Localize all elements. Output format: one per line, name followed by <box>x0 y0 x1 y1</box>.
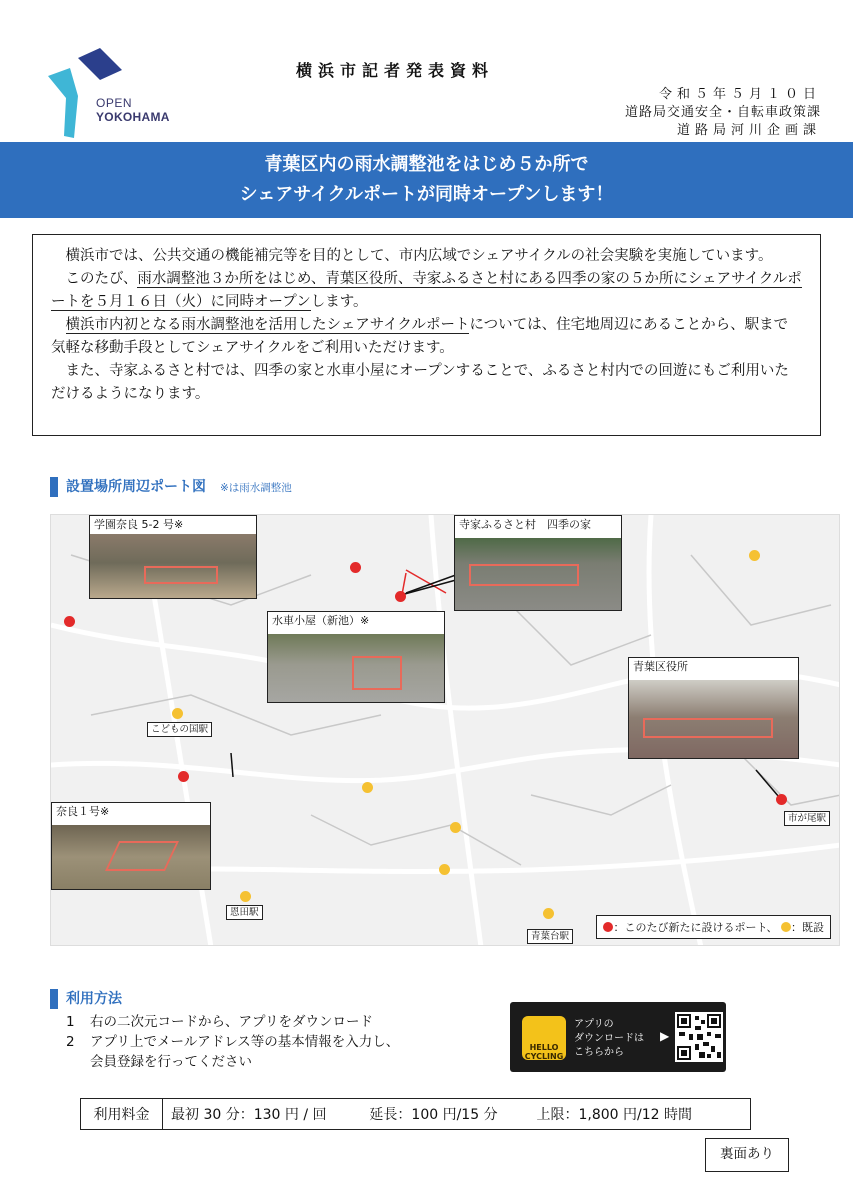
intro-p2-lead: このたび、 <box>65 271 138 287</box>
play-arrow-icon: ▶ <box>660 1029 670 1043</box>
hello-cycling-app-icon: HELLO CYCLING <box>522 1016 566 1060</box>
existing-port <box>543 908 554 919</box>
headline-line1: 青葉区内の雨水調整池をはじめ５か所で <box>264 154 589 175</box>
step-text: 右の二次元コードから、アプリをダウンロード <box>90 1014 373 1030</box>
usage-steps <box>66 1012 399 1072</box>
port-outline <box>469 564 579 586</box>
photo-caption: 奈良１号※ <box>52 803 210 821</box>
headline-banner <box>0 142 853 218</box>
new-port-nara1 <box>178 771 189 782</box>
release-date: 令和５年５月１０日 <box>658 87 821 102</box>
map-legend <box>596 915 831 939</box>
intro-box <box>32 234 821 436</box>
new-port-aoba <box>776 794 787 805</box>
intro-p2-tail: します。 <box>310 294 368 310</box>
new-port-suisha <box>395 591 406 602</box>
existing-port <box>362 782 373 793</box>
station-aobadai: 青葉台駅 <box>527 929 573 944</box>
map-section-note: ※は雨水調整池 <box>220 482 292 494</box>
usage-section-heading <box>50 988 122 1009</box>
photo-caption: 学園奈良 5-2 号※ <box>90 516 256 534</box>
logo-text <box>96 96 170 124</box>
usage-step-2 <box>66 1032 399 1052</box>
heading-bar <box>50 477 58 497</box>
step-text: アプリ上でメールアドレス等の基本情報を入力し、 <box>90 1034 400 1050</box>
existing-port <box>172 708 183 719</box>
app-download-text <box>574 1018 644 1060</box>
photo-jike-shiki <box>454 515 622 611</box>
existing-port <box>450 822 461 833</box>
headline-line2: シェアサイクルポートが同時オープンします！ <box>239 184 614 205</box>
intro-paragraph-3 <box>51 314 802 360</box>
app-text-line2: ダウンロードは <box>574 1033 644 1044</box>
new-port-gakuen <box>64 616 75 627</box>
port-outline <box>643 718 773 738</box>
dept-river: 道路局河川企画課 <box>676 123 821 138</box>
step-number: 2 <box>66 1034 75 1050</box>
legend-new-dot <box>603 922 613 932</box>
existing-port <box>439 864 450 875</box>
dept-traffic: 道路局交通安全・自転車政策課 <box>624 105 821 120</box>
legend-existing-dot <box>781 922 791 932</box>
intro-p3-tail: については、住宅地周辺にあることから、駅まで気軽な移動手段としてシェアサイクルをご利用いただけます。 <box>51 317 789 356</box>
station-kodomonokuni: こどもの国駅 <box>147 722 212 737</box>
fee-first: 最初 30 分：130 円 / 回 <box>171 1107 327 1123</box>
reverse-side-note: 裏面あり <box>705 1138 789 1172</box>
fee-row <box>81 1099 751 1130</box>
existing-port <box>749 550 760 561</box>
intro-paragraph-2 <box>51 268 802 314</box>
intro-paragraph-4: また、寺家ふるさと村では、四季の家と水車小屋にオープンすることで、ふるさと村内での回遊にもご利用いただけるようになります。 <box>51 363 789 402</box>
port-outline <box>144 566 218 584</box>
step-text-continued: 会員登録を行ってください <box>90 1054 252 1070</box>
fee-limit: 上限：1,800 円/12 時間 <box>536 1107 692 1123</box>
step-number: 1 <box>66 1014 75 1030</box>
fee-table <box>80 1098 751 1130</box>
photo-caption: 青葉区役所 <box>629 658 798 676</box>
fee-details <box>163 1099 751 1130</box>
open-yokohama-logo <box>48 48 188 138</box>
qr-code[interactable] <box>675 1012 723 1062</box>
new-port-jike <box>350 562 361 573</box>
usage-step-1 <box>66 1012 399 1032</box>
app-text-line1: アプリの <box>574 1019 614 1030</box>
port-map <box>50 514 840 946</box>
legend-new-label: ：このたび新たに設けるポート、 <box>613 921 778 934</box>
intro-paragraph-1: 横浜市では、公共交通の機能補完等を目的として、市内広域でシェアサイクルの社会実験を実施しています。 <box>65 248 773 264</box>
photo-caption: 寺家ふるさと村 四季の家 <box>455 516 621 534</box>
heading-bar <box>50 989 58 1009</box>
station-ichigao: 市が尾駅 <box>784 811 830 826</box>
photo-gakuen-nara <box>89 515 257 599</box>
logo-line-open: OPEN <box>96 96 133 110</box>
photo-suisha <box>267 611 445 703</box>
logo-line-yokohama: YOKOHAMA <box>96 110 170 124</box>
fee-extension: 延長：100 円/15 分 <box>369 1107 498 1123</box>
photo-aoba-ward-office <box>628 657 799 759</box>
press-release-title: 横浜市記者発表資料 <box>296 61 495 80</box>
intro-p2-underlined: 雨水調整池３か所をはじめ、青葉区役所、寺家ふるさと村にある四季の家の５か所にシェアサイクルポートを５月１６日（火）に同時オープン <box>51 271 802 310</box>
release-meta <box>625 86 821 140</box>
app-download-banner[interactable] <box>510 1002 726 1072</box>
existing-port <box>240 891 251 902</box>
intro-p3-underlined: 横浜市内初となる雨水調整池を活用したシェアサイクルポート <box>65 317 470 333</box>
station-onda: 恩田駅 <box>226 905 263 920</box>
map-section-heading <box>50 476 292 497</box>
port-outline <box>352 656 402 690</box>
app-text-line3: こちらから <box>574 1047 624 1058</box>
photo-caption: 水車小屋（新池）※ <box>268 612 444 630</box>
map-section-title: 設置場所周辺ポート図 <box>66 479 206 495</box>
legend-existing-label: ：既設 <box>791 921 824 934</box>
fee-label: 利用料金 <box>81 1099 163 1130</box>
photo-nara1 <box>51 802 211 890</box>
usage-title: 利用方法 <box>66 991 122 1007</box>
